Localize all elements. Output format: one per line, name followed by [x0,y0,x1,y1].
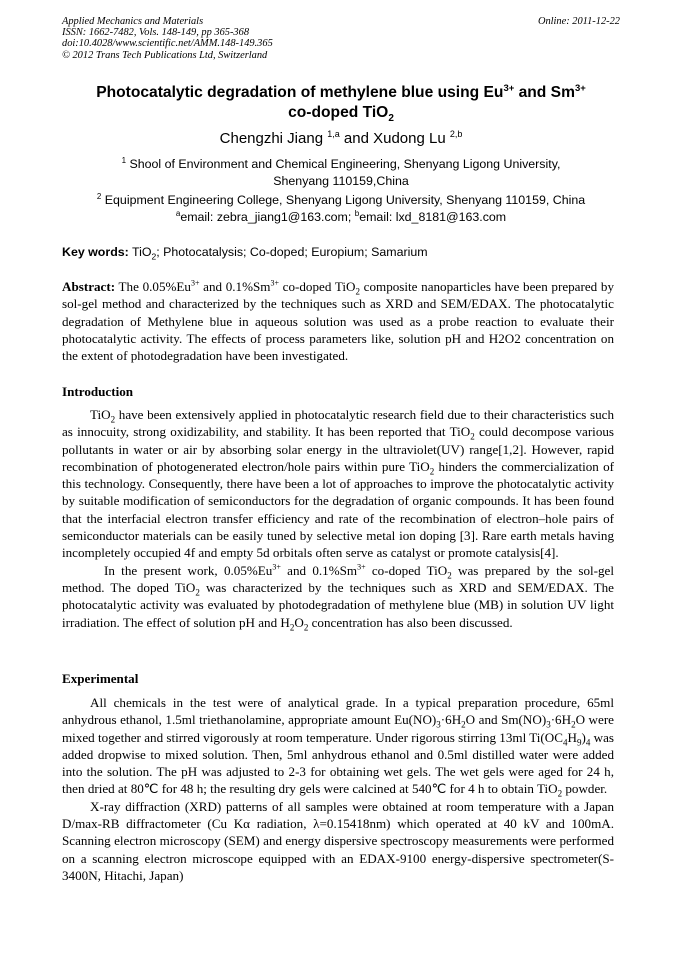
affiliation-2: $^2$ Equipment Engineering College, Shenyang Ligong University, Shenyang 110159, China [96,192,586,208]
author-emails: $^a$email: zebra_jiang1@163.com; $^b$email: lxd_8181@163.com [175,209,507,225]
introduction-paragraph-1: TiO$_2$ have been extensively applied in photocatalytic research field due to their characteristics such as innocuity, strong oxidizability, and stability. It has been reported that TiO$_2$ could decompose various pollutants in water or air by absorbing solar energy in the ultraviolet(UV) range[1,2]. However, rapid recombination of photogenerated electron/hole pairs within pure TiO$_2$ hinders the commercialization of this technology. Consequently, there have been a lot of approaches to improve the photocatalytic activity by suitable modification of semiconductors for the degradation of organic compounds. It has been found that the interfacial electron transfer efficiency and rate of the recombination of electron–hole pairs of semiconductor materials can be easily tuned by selective metal ion doping [3]. Rare earth metals having incompletely occupied 4f and empty 5d orbitals often serve as catalyst or promote catalysis[4]. [62,407,615,561]
issn-line: ISSN: 1662-7482, Vols. 148-149, pp 365-368 [62,27,250,39]
introduction-paragraph-2: In the present work, $0.05\%Eu^{3+}$ and $0.1\%Sm^{3+}$ co-doped TiO$_2$ was prepared by the sol-gel method. The doped TiO$_2$ was characterized by the techniques such as XRD and SEM/EDAX. The photocatalytic activity was evaluated by photodegradation of methylene blue (MB) in solution UV light irradiation. The effect of solution pH and $H_2O_2$ concentration has also been discussed. [62,562,614,633]
experimental-heading: Experimental [62,671,139,686]
online-date: Online: 2011-12-22 [537,16,620,27]
experimental-paragraph-2: X-ray diffraction (XRD) patterns of all samples were obtained at room temperature with a Japan D/max-RB diffractometer (Cu Kα radiation, λ=0.15418nm) which operated at 40 kV and 100mA. Scanning electron microscopy (SEM) and energy dispersive spectroscopy measurements were performed on a scanning electron microscope equipped with an EDAX-9100 energy-dispersive spectrometer(S-3400N, Hitachi, Japan) [62,798,614,883]
experimental-body [62,694,614,884]
journal-header [62,16,620,61]
affiliation-1: $^1$ Shool of Environment and Chemical Engineering, Shenyang Ligong University, Shenyang 110159,China [121,156,561,189]
copyright-line: © 2012 Trans Tech Publications Ltd, Switzerland [62,49,268,61]
abstract-text: Abstract: The $0.05\%Eu^{3+}$ and $0.1\%Sm^{3+}$ co-doped TiO$_2$ composite nanoparticles have been prepared by sol-gel method and characterized by the techniques such as XRD and SEM/EDAX. The photocatalytic degradation of Methylene blue in aqueous solution was used as a probe reaction to evaluate their photocatalytic activity. The effects of process parameters like, solution pH and H2O2 concentration on the extent of photodegradation have been investigated. [62,278,614,364]
doi-line: doi:10.4028/www.scientific.net/AMM.148-149.365 [62,38,273,50]
introduction-heading: Introduction [62,384,134,399]
abstract [62,278,614,364]
paper-title [62,79,620,129]
author-list: Chengzhi Jiang $^{1,a}$ and Xudong Lu $^{2,b}$ [219,129,463,147]
journal-name: Applied Mechanics and Materials [62,16,204,27]
introduction-body [62,406,614,631]
experimental-paragraph-1: All chemicals in the test were of analytical grade. In a typical preparation procedure, 65ml anhydrous ethanol, 1.5ml triethanolamine, appropriate amount $Eu(NO)_3\cdot 6H_2O$ and $Sm(NO)_3\cdot 6H_2O$ were mixed together and stirred vigorously at room temperature. Under rigorous stirring 13ml $Ti(OC_4H_9)_4$ was added dropwise to mixed solution. Then, 5ml anhydrous ethanol and 0.5ml distilled water were added into the solution. The pH was adjusted to 2-3 for obtaining wet gels. The wet gels were aged for 24 h, then dried at 80℃ for 48 h; the resulting dry gels were calcined at 540℃ for 4 h to obtain TiO$_2$ powder. [62,695,614,800]
keywords: Key words: TiO$_2$; Photocatalysis; Co-doped; Europium; Samarium [62,245,428,262]
title-line-1: Photocatalytic degradation of methylene blue using $Eu^{3+}$ and $Sm^{3+}$ [96,83,586,102]
title-line-2: co-doped TiO$_2$ [288,104,394,125]
